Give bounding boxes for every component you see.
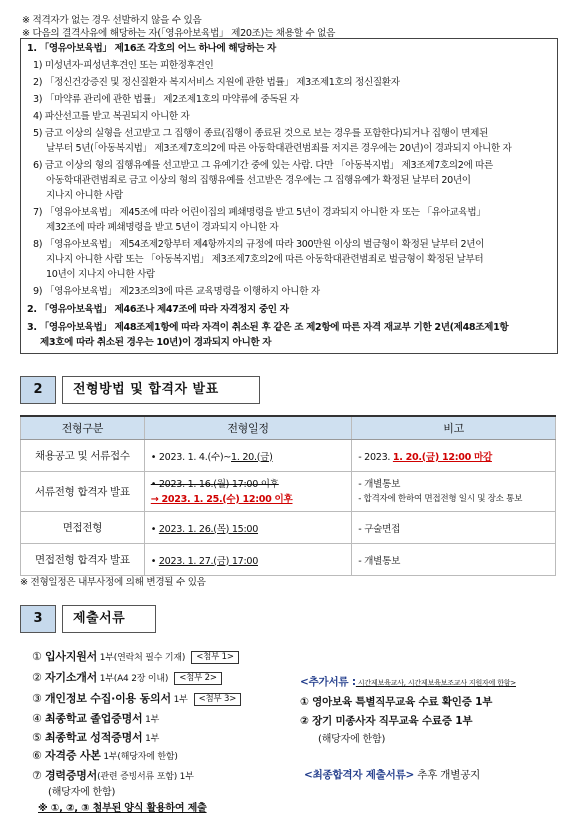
note-prefix: - 2023. [358, 451, 393, 463]
disq-item-cont: 지나지 아니한 사람 [46, 190, 123, 201]
stage-note: - 구술면접 [352, 512, 556, 544]
doc-desc: (관련 증빙서류 포함) 1부 [97, 772, 194, 782]
stage-date: • 2023. 1. 27.(금) 17:00 [144, 544, 352, 576]
col-header: 전형구분 [21, 416, 145, 440]
attachment-tag: <첨부 3> [194, 693, 242, 706]
note-no-qualified: ※ 적격자가 없는 경우 선발하지 않을 수 있음 [22, 15, 202, 26]
disq-item-cont: 지나지 아니한 사람 또는 「아동복지법」 제3조제7호의2에 따른 아동학대관련범죄로 벌금형이 확정된 날부터 [46, 254, 484, 265]
doc-title: 자격증 사본 [44, 749, 101, 762]
extra-head: <추가서류 : [300, 676, 356, 688]
doc-number: ② [32, 671, 42, 684]
section-2-number: 2 [20, 376, 56, 404]
section-2-title: 전형방법 및 합격자 발표 [62, 376, 260, 404]
col-header: 비고 [352, 416, 556, 440]
doc-number: ① [32, 650, 42, 663]
stage-label: 면접전형 [21, 512, 145, 544]
col-header: 전형일정 [144, 416, 352, 440]
doc-title: 개인정보 수집·이용 동의서 [44, 692, 171, 705]
disq-item: 4) 파산선고를 받고 복권되지 아니한 자 [33, 111, 190, 122]
deadline: 1. 20.(금) 12:00 마감 [392, 451, 492, 463]
stage-label: 면접전형 합격자 발표 [21, 544, 145, 576]
final-docs-tail: 추후 개별공지 [414, 769, 481, 781]
extra-doc-1: ① 영아보육 특별직무교육 수료 확인증 1부 [300, 696, 493, 708]
doc-desc: 1부 [142, 715, 160, 725]
note-line: - 합격자에 한하여 면접전형 일시 및 장소 통보 [358, 493, 523, 504]
doc-title: 최종학교 성적증명서 [44, 731, 143, 744]
table-row [21, 544, 556, 576]
doc-number: ⑥ [32, 749, 42, 762]
stage-note [352, 472, 556, 512]
disq-heading-3-cont: 제3호에 따라 취소된 경우는 10년)이 경과되지 아니한 자 [40, 337, 272, 348]
schedule-note: ※ 전형일정은 내부사정에 의해 변경될 수 있음 [20, 577, 206, 588]
docs-footnote [38, 799, 207, 814]
doc-title: 입사지원서 [44, 650, 98, 663]
disq-item: 2) 「정신건강증진 및 정신질환자 복지서비스 지원에 관한 법률」 제3조제1호의 정신질환자 [33, 77, 400, 88]
disq-heading-2: 2. 「영유아보육법」 제46조나 제47조에 따라 자격정지 중인 자 [27, 304, 289, 315]
doc-desc: 1부 [170, 695, 188, 705]
stage-date [144, 472, 352, 512]
note-disqualification: ※ 다음의 결격사유에 해당하는 자(「영유아보육법」 제20조)는 채용할 수 없음 [22, 28, 336, 39]
section-3-number: 3 [20, 605, 56, 633]
disq-item-cont: 아동학대관련범죄로 금고 이상의 형의 집행유예를 선고받은 경우에는 그 집행유예가 확정된 날부터 20년이 [46, 175, 471, 186]
stage-date [144, 440, 352, 472]
doc-item-4 [32, 710, 159, 726]
disq-item: 6) 금고 이상의 형의 집행유예를 선고받고 그 유예기간 중에 있는 사람. 다만 「아동복지법」 제3조제7호의2에 따른 [33, 160, 493, 171]
doc-title: 경력증명서 [44, 769, 98, 782]
stage-note [352, 440, 556, 472]
schedule-header-row [21, 416, 556, 440]
stage-date: • 2023. 1. 26.(목) 15:00 [144, 512, 352, 544]
doc-title: 최종학교 졸업증명서 [44, 712, 143, 725]
doc-desc: 1부(A4 2장 이내) [97, 674, 169, 684]
date-revised: → 2023. 1. 25.(수) 12:00 이후 [150, 493, 293, 505]
attachment-tag: <첨부 1> [191, 651, 239, 664]
doc-item-6 [32, 747, 178, 763]
doc-number: ④ [32, 712, 42, 725]
disq-item: 7) 「영유아보육법」 제45조에 따라 어린이집의 폐쇄명령을 받고 5년이 경과되지 아니한 자 또는 「유아교육법」 [33, 207, 486, 218]
doc-item-3 [32, 690, 241, 706]
disq-item: 8) 「영유아보육법」 제54조제2항부터 제4항까지의 규정에 따라 300만원 이상의 벌금형이 확정된 날부터 2년이 [33, 239, 485, 250]
section-3-title: 제출서류 [62, 605, 156, 633]
disq-item: 5) 금고 이상의 실형을 선고받고 그 집행이 종료(집행이 종료된 것으로 보는 경우를 포함한다)되거나 집행이 면제된 [33, 128, 489, 139]
table-row [21, 512, 556, 544]
date-end: 1. 20.(금) [231, 451, 273, 463]
disq-item: 1) 미성년자·피성년후견인 또는 피한정후견인 [33, 60, 214, 71]
extra-docs-heading [300, 674, 516, 689]
date-original: • 2023. 1. 16.(월) 17:00 이후 [150, 478, 279, 490]
stage-note: - 개별통보 [352, 544, 556, 576]
disq-item-cont: 제32조에 따라 폐쇄명령을 받고 5년이 경과되지 아니한 자 [46, 222, 279, 233]
schedule-table [20, 415, 556, 576]
disqualification-box [20, 38, 558, 354]
extra-doc-2-sub: (해당자에 한함) [318, 734, 386, 745]
final-docs-label: <최종합격자 제출서류> [304, 769, 415, 781]
disq-item-cont: 날부터 5년(「아동복지법」 제3조제7호의2에 따른 아동학대관련범죄를 저지른 경우에는 20년)이 경과되지 아니한 자 [46, 143, 512, 154]
note-line: - 개별통보 [358, 478, 401, 490]
disq-heading-3: 3. 「영유아보육법」 제48조제1항에 따라 자격이 취소된 후 같은 조 제2항에 따른 자격 재교부 기한 2년(제48조제1항 [27, 322, 509, 333]
footnote-text: ※ ①, ②, ③ 첨부된 양식 활용하여 제출 [38, 803, 207, 814]
date-value: 2023. 1. 27.(금) 17:00 [158, 555, 259, 567]
doc-number: ⑤ [32, 731, 42, 744]
disq-item: 9) 「영유아보육법」 제23조의3에 따른 교육명령을 이행하지 아니한 자 [33, 286, 320, 297]
doc-desc: 1부(해당자에 한함) [100, 752, 178, 762]
date-start: • 2023. 1. 4.(수)~ [150, 451, 232, 463]
doc-number: ⑦ [32, 769, 42, 782]
disq-heading-1: 1. 「영유아보육법」 제16조 각호의 어느 하나에 해당하는 자 [27, 43, 276, 54]
table-row [21, 440, 556, 472]
extra-head-note: 시간제보육교사, 시간제보육보조교사 지원자에 한함> [355, 679, 516, 687]
stage-label: 채용공고 및 서류접수 [21, 440, 145, 472]
disq-item-cont: 10년이 지나지 아니한 사람 [46, 269, 155, 280]
doc-number: ③ [32, 692, 42, 705]
doc-title: 자기소개서 [44, 671, 98, 684]
doc-desc: 1부(연락처 필수 기재) [97, 653, 186, 663]
doc-item-5 [32, 729, 159, 745]
doc-item-1 [32, 648, 239, 664]
table-row [21, 472, 556, 512]
extra-doc-2: ② 장기 미종사자 직무교육 수료증 1부 [300, 715, 473, 727]
doc-item-7 [32, 767, 194, 783]
doc-desc: 1부 [142, 734, 160, 744]
final-docs-line [304, 767, 480, 782]
stage-label: 서류전형 합격자 발표 [21, 472, 145, 512]
disq-item: 3) 「마약류 관리에 관한 법률」 제2조제1호의 마약류에 중독된 자 [33, 94, 299, 105]
doc-item-7-sub: (해당자에 한함) [48, 787, 116, 798]
date-value: 2023. 1. 26.(목) 15:00 [158, 523, 259, 535]
attachment-tag: <첨부 2> [174, 672, 222, 685]
doc-item-2 [32, 669, 222, 685]
